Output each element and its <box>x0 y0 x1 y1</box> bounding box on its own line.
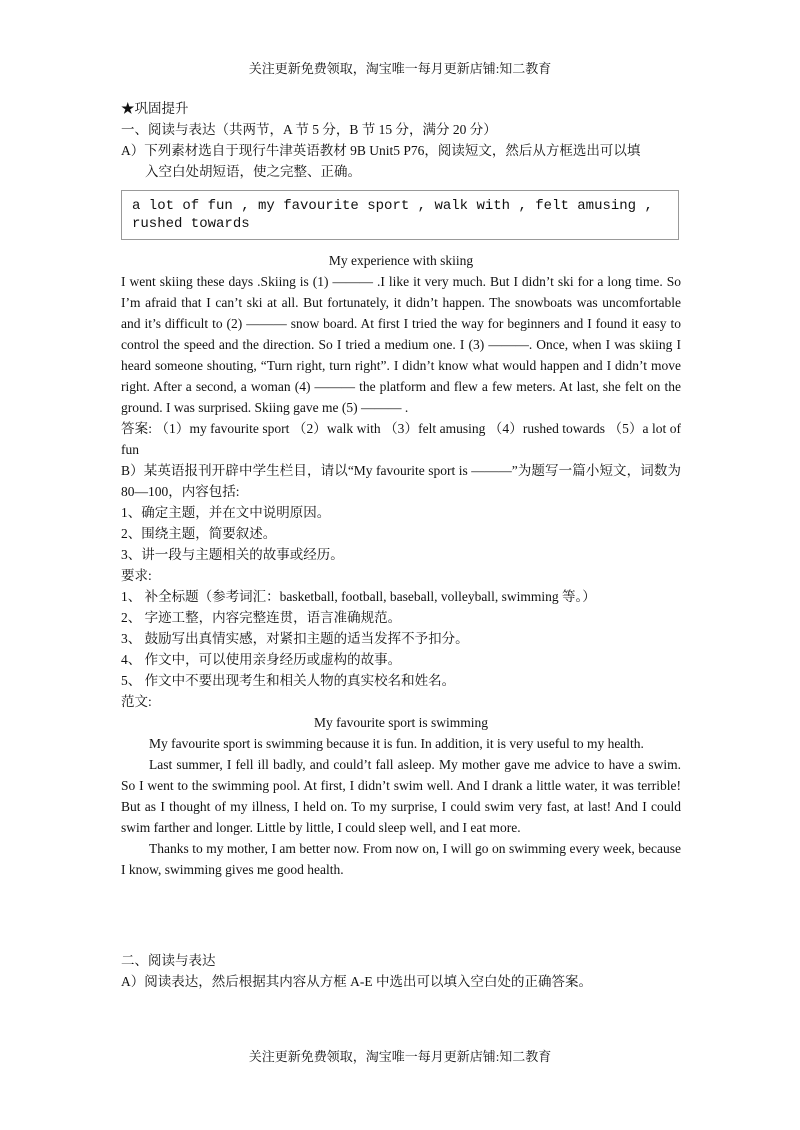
section-star-heading: ★巩固提升 <box>121 101 189 116</box>
sample-paragraph: My favourite sport is swimming because it is fun. In addition, it is very useful to my health. <box>149 736 644 751</box>
sample-paragraph: Last summer, I fell ill badly, and could’t fall asleep. My mother gave me advice to have a swim. So I went to the swimming pool. At first, I didn’t swim well. And I drank a little water, it was terrible! But as I thought of my illness, I held on. To my surprise, I could swim very fast, at last! And I could swim farther and longer. Little by little, I could sleep well, and I eat more. <box>121 757 681 835</box>
content-item: 3、讲一段与主题相关的故事或经历。 <box>121 547 344 562</box>
part2-heading: 二、阅读与表达 <box>121 953 216 968</box>
requirement-item: 5、 作文中不要出现考生和相关人物的真实校名和姓名。 <box>121 673 456 688</box>
passage-title: My experience with skiing <box>328 253 474 268</box>
page-footer: 关注更新免费领取，淘宝唯一每月更新店铺:知二教育 <box>248 1049 552 1064</box>
requirement-item: 1、 补全标题（参考词汇：basketball, football, baseball, volleyball, swimming 等。） <box>121 589 596 604</box>
part-b-intro: B）某英语报刊开辟中学生栏目，请以“My favourite sport is ———”为题写一篇小短文，词数为 80—100，内容包括: <box>121 463 681 499</box>
page-header: 关注更新免费领取，淘宝唯一每月更新店铺:知二教育 <box>248 61 552 76</box>
sample-paragraph: Thanks to my mother, I am better now. From now on, I will go on swimming every week, because I know, swimming gives me good health. <box>121 841 681 877</box>
requirement-item: 2、 字迹工整，内容完整连贯，语言准确规范。 <box>121 610 402 625</box>
document-body <box>121 98 681 992</box>
content-item: 2、围绕主题，简要叙述。 <box>121 526 277 541</box>
requirement-item: 4、 作文中，可以使用亲身经历或虚构的故事。 <box>121 652 402 667</box>
part-a-intro-line1: A）下列素材选自于现行牛津英语教材 9B Unit5 P76，阅读短文，然后从方框选出可以填 <box>121 143 641 158</box>
content-item: 1、确定主题，并在文中说明原因。 <box>121 505 331 520</box>
passage-text: I went skiing these days .Skiing is (1) ——— .I like it very much. But I didn’t ski for a long time. So I’m afraid that I can’t ski at all. But fortunately, it didn’t happen. The snowboats was uncomfortable and it’s difficult to (2) ——— snow board. At first I tried the way for beginners and I found it easy to control the speed and the direction. So I tried a medium one. I (3) ———. Once, when I was skiing I heard someone shouting, “Turn right, turn right”. I didn’t know what would happen and I didn’t move right. After a second, a woman (4) ——— the platform and flew a few meters. At last, she felt on the ground. I was surprised. Skiing gave me (5) ——— . <box>121 274 681 415</box>
answer-line: 答案: （1）my favourite sport （2）walk with （3）felt amusing （4）rushed towards （5）a lot of fun <box>121 421 681 457</box>
word-box: a lot of fun , my favourite sport , walk with , felt amusing , rushed towards <box>121 190 679 240</box>
part1-heading: 一、阅读与表达（共两节，A 节 5 分，B 节 15 分，满分 20 分） <box>121 122 497 137</box>
part2-intro: A）阅读表达，然后根据其内容从方框 A-E 中选出可以填入空白处的正确答案。 <box>121 974 592 989</box>
sample-label: 范文: <box>121 694 152 709</box>
part-a-intro-line2: 入空白处胡短语，使之完整、正确。 <box>145 164 361 179</box>
requirement-item: 3、 鼓励写出真情实感，对紧扣主题的适当发挥不予扣分。 <box>121 631 469 646</box>
sample-title: My favourite sport is swimming <box>314 715 488 730</box>
requirements-label: 要求: <box>121 568 152 583</box>
